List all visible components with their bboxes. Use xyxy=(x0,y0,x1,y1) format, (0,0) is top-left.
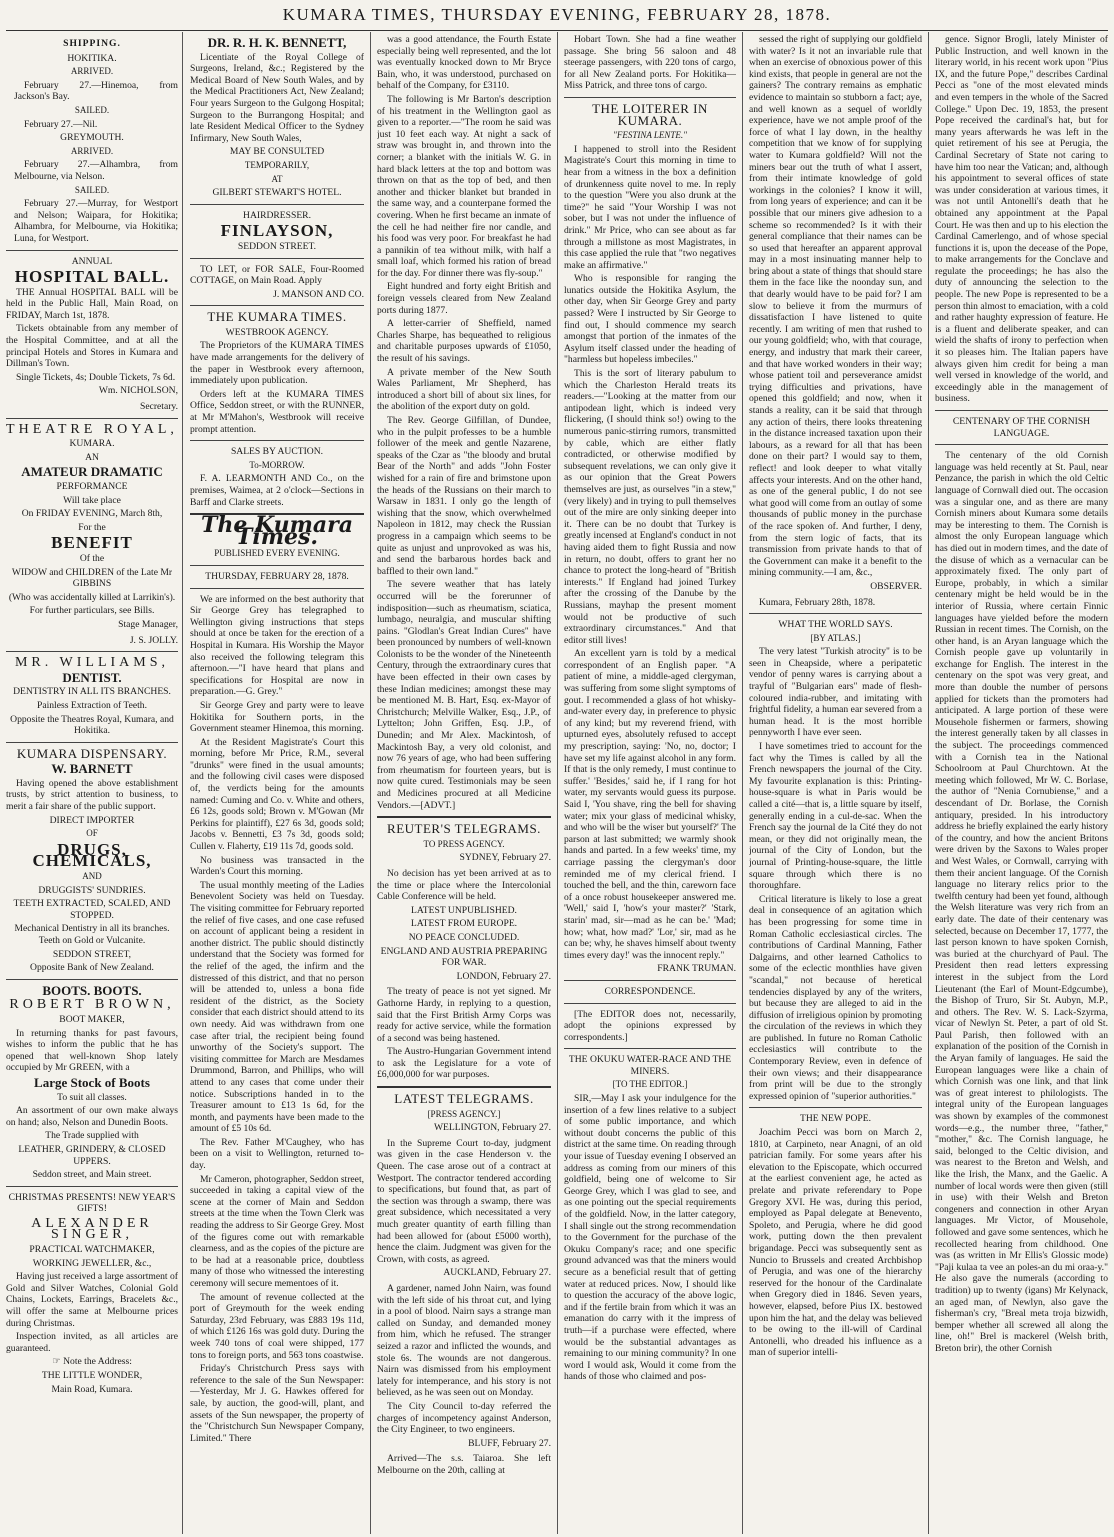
masthead: KUMARA TIMES, THURSDAY EVENING, FEBRUARY 28, 1878. xyxy=(282,5,832,24)
ad-text: DRUGGISTS' SUNDRIES. xyxy=(38,884,146,896)
subhead: [TO THE EDITOR.] xyxy=(612,1079,688,1090)
ad-annual: ANNUAL xyxy=(71,255,113,267)
ad-text: WORKING JEWELLER, &c., xyxy=(32,1257,152,1269)
divider xyxy=(935,410,1108,411)
ad-location: KUMARA. xyxy=(69,438,115,450)
theatre-royal-title: THEATRE ROYAL, xyxy=(6,421,178,437)
divider xyxy=(190,440,364,441)
article-paragraph: This is the sort of literary pabulum to which the Charleston Herald treats its readers.—"Looking at the matter from our antipodean light, which is indeed very flickering, (I should think so!) owing to the numerous panic-stirring rumors, transmitted by cable, which are either flatly contradicted, or otherwise modified by subsequent revelations, we can only give it as our opinion that the Great Powers themselves are just, as ourselves "in a stew," (very likely) and in trying to pull themselves out of the mire are only sinking deeper into it. There can be no doubt that Turkey is greatly incensed at England's conduct in not having aided them to fight Russia and now in return, no doubt, offers to grant her no chance to protect the long-heard of "British interests." If England had joined Turkey after the crossing of the Danube by the Russians, mayhap the present moment would not be productive of such extraordinary circumstances." And that editor still lives! xyxy=(564,368,736,646)
dateline: BLUFF, February 27. xyxy=(468,1437,551,1449)
article-paragraph: The usual monthly meeting of the Ladies Benevolent Society was held on Tuesday. The visiting committee for February reported the relief of five cases, and one case refused on account of applicant being a resident in another district. The public should distinctly understand that the Society was formed for the relief of the aged, the infirm and the distressed of this district, and that no person will be attended to, unless a bona fide resident of the district, as the Society consider that each district should attend to its own needy. Aid was withdrawn from one case after trial, the recipient being found unworthy of the Society's support. The visiting committee for March are Mesdames Drummond, Barron, and Phillips, who will attend to any cases that come under their notice. Subscriptions handed in to the Treasurer amount to £13 1s 6d, for the month, and payments have been made to the amount of £5 10s 6d. xyxy=(190,879,364,1135)
singer-title: ALEXANDER SINGER, xyxy=(31,1215,153,1243)
finlayson-title: FINLAYSON, xyxy=(220,221,334,241)
article-paragraph: I have sometimes tried to account for the fact why the Times is called by all the French newspapers the journal of the City. My favourite explanation is this: Printing-house-square is what in Paris would be called a cité—that is, a little square by itself, generally ending in a cul-de-sac. When the French say the journal de la Cité they do not mean, or they did not originally mean, the journal of the City of London, but the journal of Printing-house-square, the little square through which there is no thoroughfare. xyxy=(749,741,922,892)
signature: J. MANSON AND CO. xyxy=(273,288,364,300)
ad-text: Having opened the above establishment trusts, by strict attention to business, to merit a fair share of the public support. xyxy=(6,777,178,813)
dateline: LONDON, February 27. xyxy=(456,970,551,982)
subhead: TO PRESS AGENCY. xyxy=(423,838,505,849)
divider xyxy=(6,742,178,743)
letter-heading: THE OKUKU WATER-RACE AND THE MINERS. xyxy=(568,1054,732,1077)
article-paragraph: A private member of the New South Wales Parliament, Mr Shepherd, has introduced a short bill of about six lines, for the abolition of the export duty on gold. xyxy=(377,366,551,413)
ad-text: DENTISTRY IN ALL ITS BRANCHES. xyxy=(13,686,171,698)
divider xyxy=(377,1086,551,1088)
signature: Stage Manager, xyxy=(118,618,178,630)
ad-text: ☞ Note the Address: xyxy=(52,1356,132,1368)
ad-text: WESTBROOK AGENCY. xyxy=(225,326,329,338)
dispensary-title: KUMARA DISPENSARY. xyxy=(16,745,168,761)
divider xyxy=(749,613,922,614)
subhead: NO PEACE CONCLUDED. xyxy=(408,931,520,943)
shipping-entry: February 27.—Nil. xyxy=(24,118,98,130)
ad-text: Orders left at the KUMARA TIMES Office, Seddon street, or with the RUNNER, at Mr M'Mahon's, Westbrook will receive prompt attention. xyxy=(190,388,364,435)
ad-text: PERFORMANCE xyxy=(56,481,128,492)
divider xyxy=(749,1107,922,1108)
column-divider xyxy=(928,32,929,1534)
divider xyxy=(190,565,364,566)
ad-text: Inspection invited, as all articles are guaranteed. xyxy=(6,1331,178,1354)
article-paragraph: Arrived—The s.s. Taiaroa. She left Melbourne on the 20th, calling at xyxy=(377,1453,551,1476)
article-paragraph: SIR,—May I ask your indulgence for the insertion of a few lines relative to a subject of some public importance, and which without doubt concerns the public of this district at the same time. On reading through your issue of Tuesday evening I observed an address as coming from our miners of this goldfield, being one of welcome to Sir George Grey, which I was glad to see, and as one pointing out the special requirements of the goldfield. Now, in the latter category, I shall single out the strong recommendation to the Government for the purchase of the Okuku Company's race; and one specific ground advanced was that the miners would secure as a beneficial result that of getting water at reduced prices. Now, I should like to question the accuracy of the above logic, and if the fertile brain from which it was an emanation do carry with it the impress of truth—if a purchase were effected, where would be the substantial advantages as remaining to our mining community? In one word I would ask, Would it come from the hands of those who claimed and pos- xyxy=(564,1093,736,1383)
article-paragraph: Sir George Grey and party were to leave Hokitika for Southern ports, in the Government steamer Hinemoa, this morning. xyxy=(190,699,364,735)
column-3 xyxy=(377,34,551,1534)
column-divider xyxy=(370,32,371,1534)
ad-text: PRACTICAL WATCHMAKER, xyxy=(29,1244,155,1256)
issue-date: THURSDAY, FEBRUARY 28, 1878. xyxy=(205,570,349,582)
ad-text: HAIRDRESSER. xyxy=(243,209,311,221)
divider xyxy=(190,258,364,259)
ad-text: Of the xyxy=(79,552,105,564)
ad-text: TO LET, or FOR SALE, Four-Roomed COTTAGE, on Main Road. Apply xyxy=(190,263,364,287)
boots-title: BOOTS. BOOTS. xyxy=(42,982,142,998)
dentist-title: DENTIST. xyxy=(62,669,122,685)
article-paragraph: gence. Signor Brogli, lately Minister of Public Instruction, and well known in the literary world, in his recent work upon "Pius IX, and the future Pope," describes Cardinal Pecci as "one of the most elevated minds and even tempers in the whole of the Sacred College." Upon Dec. 19, 1853, the present Pope received the cardinal's hat, but for many years afterwards he was left in the quiet retirement of his see at Perugia, the Cardinal Secretary of State not caring to have him too near the Vatican; and, although his appointment to several offices of state was under consideration at various times, it was not until Antonelli's death that he obtained any appointment at the Papal Court. He was then and up to his election the Cardinal Camerlengo, and of whose special functions it is, upon the decease of the Pope, to make arrangements for the Conclave and regulate the proceedings; he has also the duty of announcing the selection to the people. The new Pope is represented to be a person thin almost to emaciation, with a cold and rather haughty expression of feature. He is a fluent and deliberate speaker, and can wield the shafts of irony to perfection when it so pleases him. The Italian papers have always given him credit for being a man well versed in knowledge of the world, and exceedingly able in the management of business. xyxy=(935,34,1108,405)
ad-text: SALES BY AUCTION. xyxy=(230,446,324,458)
ad-text: The Proprietors of the KUMARA TIMES have made arrangements for the delivery of the paper in Westbrook every afternoon, immediately upon publication. xyxy=(190,340,364,387)
world-says-heading: WHAT THE WORLD SAYS. xyxy=(778,619,893,631)
ad-text: Licentiate of the Royal College of Surgeons, Ireland, &c.; Registered by the Medical Board of New South Wales, and by the Medical Practitioners Act, New Zealand; Four years Surgeon to the Gulgong Hospital; Surgeon to the Burrangong Hospital; and late Resident Medical Officer to the Sydney Infirmary, New South Wales, xyxy=(190,51,364,144)
ad-text: TEETH EXTRACTED, SCALED, AND STOPPED. xyxy=(13,898,171,921)
article-paragraph: An excellent yarn is told by a medical correspondent of an English paper. "A patient of mine, a middle-aged clergyman, was suffering from some slight symptoms of gout. I recommended a glass of hot whisky-and-water every day, in preference to physic of any kind; but my reverend friend, with upturned eyes, absolutely refused to accept my prescription, saying: 'No, no, doctor; I have set my life against alcohol in any form. If that is the only remedy, I must continue to suffer.' 'Besides,' said he, if I rang for hot water, my servants would guess its purpose. Said I, 'You shave, ring the bell for shaving water; mix your glass of medicinal whisky, and who will be the wiser but yourself?' The parson at last submitted; we warmly shook hands and parted. In a few weeks' time, my carriage passing the clergyman's door reminded me of my clerical friend. I touched the bell, and the thin, careworn face of a once robust housekeeper answered me. 'Well,' said I, 'how's your master?' 'Stark, starin' mad, sir—mad as he can be.' 'Mad; how; what, how mad?' 'Lor,' sir, mad as he can be; why, he shaves himself about twenty times every day!' was the innocent reply." xyxy=(564,648,736,961)
article-paragraph: We are informed on the best authority that Sir George Grey has telegraphed to Wellington giving instructions that steps should at once be taken for the erection of a Hospital in Kumara. His Worship the Mayor also received the following telegram this afternoon.—"I have heard that plans and specifications for Hospital are now in preparation.—G. Grey." xyxy=(190,593,364,698)
article-paragraph: The following is Mr Barton's description of his treatment in the Wellington gaol as given to a reporter.—"The room he said was just 10 feet each way. At night a sack of straw was brought in, and thrown into the corner; a blanket with the initials W. G. in hard black letters at the top and bottom was thrown on that as the top of bed, and then another and thicker blanket but branded in the same way, and a counterpane formed the covering. When he first became an inmate of the cell he had neither fire nor candle, and his food was very poor. For breakfast he had a pannikin of tea without milk, with half a small loaf, which formed his ration of bread for the day. For dinner there was fly-soup." xyxy=(377,93,551,279)
ad-text: To suit all classes. xyxy=(57,1091,127,1103)
latest-telegrams-heading: LATEST TELEGRAMS. xyxy=(394,1091,534,1107)
subhead: SAILED. xyxy=(74,184,110,195)
published-line: PUBLISHED EVERY EVENING. xyxy=(214,548,340,559)
ad-text: Seddon street, and Main street. xyxy=(32,1169,152,1181)
byline: [BY ATLAS.] xyxy=(810,632,861,643)
williams-title: MR. WILLIAMS, xyxy=(14,655,170,671)
shipping-entry: February 27.—Hinemoa, from Jackson's Bay. xyxy=(14,79,178,103)
subhead: ENGLAND AND AUSTRIA PREPARING FOR WAR. xyxy=(380,945,548,969)
ad-text: Single Tickets, 4s; Double Tickets, 7s 6d. xyxy=(16,371,176,383)
kumara-times-title: THE KUMARA TIMES. xyxy=(207,309,347,325)
ad-text: The Trade supplied with xyxy=(45,1130,139,1142)
amateur-dramatic-title: AMATEUR DRAMATIC xyxy=(21,464,163,480)
article-paragraph: The very latest "Turkish atrocity" is to be seen in Cheapside, where a peripatetic vendor of penny wares is carrying about a trayful of "Bulgarian ears" made of flesh-coloured india-rubber, and imitating with frightful fidelity, a human ear severed from a human head. It is the most horrible pennyworth I have ever seen. xyxy=(749,646,922,739)
ad-text: WIDOW and CHILDREN of the Late Mr GIBBINS xyxy=(11,566,173,590)
subhead: [PRESS AGENCY.] xyxy=(427,1108,501,1119)
article-paragraph: No decision has yet been arrived at as to the time or place where the Intercolonial Cable Conference will be held. xyxy=(377,867,551,903)
article-paragraph: The severe weather that has lately occurred will be the forerunner of indisposition—such as rheumatism, sciatica, lumbago, neuralgia, and muscular shifting pains. "Glodlan's Great Indian Cures" have been pronounced by numbers of well-known Colonists to be the wonder of the Nineteenth Century, through the extraordinary cures that have been effected in their own cases by these Indian medicines; amongst these may be mentioned M. B. Hart, Esq. ex-Mayor of Christchurch; Melville Walker, Esq., J.P., of Lyttelton; John Griffen, Esq. J.P., of Dunedin; and Mr Alex. Mackintosh, of Mackintosh Bay, a very old colonist, and now 76 years of age, who had been suffering from rheumatism for fourteen years, but is now quite cured. Testimonials may be seen and Medicines procured at all Medicine Vendors.—[ADVT.] xyxy=(377,579,551,811)
ad-text: Will take place xyxy=(63,494,121,506)
loiterer-heading: THE LOITERER IN KUMARA. xyxy=(592,100,708,128)
article-paragraph: The Rev. George Gilfillan, of Dundee, who in the pulpit professes to be a humble follower of the meek and gentle Nazarene, speaks of the Czar as "the bloody and brutal Bear of the North" and adds "John Foster wished for a rain of fire and brimstone upon the heads of the Russians on their march to Warsaw in 1831. I only go the length of wishing that the snow, which overwhelmed Napoleon in 1812, may check the Russian progress in a campaign which seems to be quite as unjust and unprovoked as was his, and send the barbarous hordes back and baffled to their own land." xyxy=(377,415,551,577)
ad-text: Tickets obtainable from any member of the Hospital Committee, and at all the principal Hotels and Stores in Kumara and Dillman's Town. xyxy=(6,323,178,370)
ad-text: An assortment of our own make always on hand; also, Nelson and Dunedin Boots. xyxy=(6,1105,178,1128)
subhead: LATEST FROM EUROPE. xyxy=(410,918,518,930)
article-paragraph: sessed the right of supplying our goldfield with water? Is it not an invariable rule that when an exercise of obnoxious power of this kind exists, that people in general are not the gainers? The contrary remains as emphatic evidence to maintain so stubborn a fact; aye, and well known as a sequel of worldly experience, have we not ample proof of the force of what I lay down, in the healthy competition that we know of for supplying water to Kumara goldfield? Will not the miners bear out the truth of what I assert, from their intimate knowledge of gold workings in the colonies? I know it will, from long years of experience; and can it be possible that our miners give adhesion to a scheme so recommended? Is it with their general compliance that their names can be so used that hereafter an apparent approval may in a most insinuating manner help to bring about a state of things that should stare them in the face like the noonday sun, and that dearly would have to be paid for? I am slow to believe it from the murmurs of dissatisfaction I have listened to quite recently. I am writing of men that rushed to our young goldfield; who, with that courage, energy, and industry that mark their career, and that have worked wonders in their way; whose patient toil and perseverance amidst trying difficulties and privations, have opened this goldfield; and now, when it stands a reality, can it be said that through any action of theirs, there looks threatening in the distance increased taxation upon their labours, as a reward for all that has been done on their part? I would say to them, reflect! and look deeper to what vitally affects your interests. And on the other hand, as one of the general public, I do not see what good will come from an outlay of some thousands of public money in the purchase of the race spoken of. And further, I deny, from the stern logic of facts, that its transmission from private hands to that of the Government can make it a benefit to the mining community.—I am, &c., xyxy=(749,34,922,579)
column-divider xyxy=(557,32,558,1534)
drugs-title: DRUGS, CHEMICALS, xyxy=(32,839,152,871)
column-2 xyxy=(190,34,364,1534)
ad-text: To-MORROW. xyxy=(249,459,305,470)
dateline: WELLINGTON, February 27. xyxy=(433,1122,551,1134)
column-4 xyxy=(564,34,736,1534)
ad-text: LEATHER, GRINDERY, & CLOSED UPPERS. xyxy=(18,1143,166,1167)
port-name: HOKITIKA. xyxy=(67,52,117,64)
barnett-title: W. BARNETT xyxy=(51,761,133,777)
subhead: LATEST UNPUBLISHED. xyxy=(411,904,517,916)
article-paragraph: Friday's Christchurch Press says with reference to the sale of the Sun Newspaper:—Yesterday, Mr J. G. Hawkes offered for sale, by auction, the good-will, plant, and assets of the Sun newspaper, the property of the "Christchurch Sun Newspaper Company, Limited." There xyxy=(190,1363,364,1444)
article-paragraph: Who is responsible for ranging the lunatics outside the Hokitika Asylum, the other day, when Sir George Grey and party passed? Were I instructed by Sir George to find out, I should commence my search amongst that portion of the inmates of the Asylum itself classed under the heading of "harmless but hopeless imbeciles." xyxy=(564,273,736,366)
divider xyxy=(564,980,736,981)
article-paragraph: The Rev. Father M'Caughey, who has been on a visit to Wellington, returned to-day. xyxy=(190,1136,364,1172)
divider xyxy=(564,1048,736,1049)
ad-text: AN xyxy=(85,451,99,463)
divider xyxy=(564,97,736,98)
subhead: "FESTINA LENTE." xyxy=(613,130,687,141)
divider xyxy=(6,651,178,652)
ad-text: Opposite Bank of New Zealand. xyxy=(30,962,154,974)
ad-text: THE LITTLE WONDER, xyxy=(41,1370,143,1381)
bennett-title: DR. R. H. K. BENNETT, xyxy=(207,35,347,50)
ad-text: AND xyxy=(82,871,102,882)
divider xyxy=(377,816,551,818)
signature: Wm. NICHOLSON, xyxy=(98,385,178,397)
ad-text: Opposite the Theatres Royal, Kumara, and Hokitika. xyxy=(10,713,174,737)
article-paragraph: The Austro-Hungarian Government intend to ask the Legislature for a vote of £6,000,000 for war purposes. xyxy=(377,1046,551,1081)
divider xyxy=(6,418,178,419)
article-paragraph: The City Council to-day referred the charges of incompetency against Anderson, the City Engineer, to two engineers. xyxy=(377,1400,551,1436)
ad-text: DIRECT IMPORTER xyxy=(49,814,135,826)
ad-text: GILBERT STEWART'S HOTEL. xyxy=(212,187,342,199)
subhead: SAILED. xyxy=(74,104,110,115)
correspondence-heading: CORRESPONDENCE. xyxy=(604,985,696,997)
ad-text: THE Annual HOSPITAL BALL will be held in the Public Hall, Main Road, on FRIDAY, March 1st, 1878. xyxy=(6,286,178,321)
ad-text: OF xyxy=(86,828,98,839)
editor-note: [The EDITOR does not, necessarily, adopt the opinions expressed by correspondents.] xyxy=(564,1008,736,1043)
port-name: GREYMOUTH. xyxy=(60,132,124,144)
article-paragraph: The amount of revenue collected at the port of Greymouth for the week ending Saturday, 23rd February, was £883 19s 11d, of which £126 16s was gold duty. During the week 740 tons of coal were shipped, 177 tons to foreign ports, and 563 tons coastwise. xyxy=(190,1291,364,1361)
ad-text: For further particulars, see Bills. xyxy=(29,605,155,617)
large-stock-title: Large Stock of Boots xyxy=(34,1074,150,1090)
ad-text: SEDDON STREET, xyxy=(52,948,132,960)
ad-text: MAY BE CONSULTED xyxy=(229,146,325,158)
article-paragraph: Hobart Town. She had a fine weather passage. She bring 56 saloon and 48 steerage passengers, with 220 tons of cargo, for all New Zealand ports. For Hokitika—Miss Patrick, and three tons of cargo. xyxy=(564,34,736,92)
article-paragraph: Eight hundred and forty eight British and foreign vessels cleared from New Zealand ports during 1877. xyxy=(377,281,551,316)
divider xyxy=(6,979,178,980)
ad-text: F. A. LEARMONTH AND Co., on the premises, Waimea, at 2 o'clock—Sections in Barff and Clarke streets. xyxy=(190,473,364,508)
article-paragraph: The centenary of the old Cornish language was held recently at St. Paul, near Penzance, the parish in which the old Celtic language of Cornwall died out. The occasion was a singular one, and as there are many Cornish miners about Kumara some details may be interesting to them. The Cornish is almost the only European language which has died out in modern times, and the date of the disuse of which as a vernacular can be approximately fixed. The only part of Europe, probably, in which a similar centenary might be held would be in the interior of Russia, where certain Finnic languages have yielded before the modern Russian in recent times. The Cornish, on the other hand, is an Aryan language which the Cornish people gave up voluntarily in exchange for English. The interest in the centenary on the spot was very great, and more than double the number of persons applied for tickets than the promoters had anticipated. A large portion of these were Mousehole fishermen or farmers, showing the interest generally taken by all classes in the subject. The proceedings commenced with a Cornish tea in the National Schoolroom at Paul Churchtown. At the meeting which followed, Mr W. C. Borlase, the author of "Nenia Cornubiense," and a descendant of Dr. Borlase, the Cornish antiquary, presided. In his introductory address he briefly explained the early history of the country, and how the ancient Britons were driven by the Saxons to Wales proper and West Wales, or Cornwall, carrying with them their ancient language. Of the Cornish language no literary relics prior to the twelfth century had been yet found, although the Welsh literature was very rich from an early date. The date of their centenary was selected, because on December 17, 1777, the last person known to have spoken Cornish, was buried at the churchyard of Paul. The President then read letters expressing interest in the subject from the Lord Lieutenant (the Earl of Mount-Edgcumbe), the Bishop of Truro, Sir St. Aubyn, M.P., and others. The Rev. W. S. Lack-Szyrma, vicar of Newlyn St. Peter, a part of old St. Paul Parish, then followed with an explanation of the position of the Cornish in the Aryan family of languages. He said the European languages were like a chain of which Cornish was one link, and that link was of great interest to philologists. The integral unity of the European languages was shown by examples of the commonest words—e.g., the number three, "father," "mother," &c. The Cornish language, he said, belonged to the Celtic division, and was nearest to the Breton and Welsh, and like the Irish, the Manx, and the Gaelic. A number of local words were then given (still in use) with their Welsh and Breton congeners and connection in other Aryan languages. Mr Victor, of Mousehole, followed and gave some sentences, which he recollected hearing from childhood. One was (as written in Mr Ellis's Glossic mode) "Paji kulaa ta vee an poles-an du mi oraa-y." He also gave the numerals (according to tradition) up to twenty (igans) Mr Kelynack, an aged man, of Newlyn, also gave the fisherman's cry, "Breal meta troja bizwidh, bemper whether all screwed all along the line, oh!" Brel is mackerel (Welsh brith, Breton brir), the other Cornish xyxy=(935,450,1108,1354)
ad-text: Main Road, Kumara. xyxy=(51,1383,133,1395)
centenary-heading: CENTENARY OF THE CORNISH LANGUAGE. xyxy=(952,416,1091,439)
article-paragraph: No business was transacted in the Warden's Court this morning. xyxy=(190,854,364,878)
top-rule xyxy=(6,30,1108,31)
subhead: ARRIVED. xyxy=(70,145,114,156)
ad-text: In returning thanks for past favours, wishes to inform the public that he has opened that well-known Shop lately occupied by Mr GREEN, with a xyxy=(6,1027,178,1074)
ad-text: On FRIDAY EVENING, March 8th, xyxy=(21,508,163,520)
ad-text: CHRISTMAS PRESENTS! NEW YEAR'S GIFTS! xyxy=(8,1191,176,1215)
shipping-heading: SHIPPING. xyxy=(63,38,121,49)
column-5 xyxy=(749,34,922,1534)
article-paragraph: was a good attendance, the Fourth Estate especially being well represented, and the lot was eventually knocked down to Mr Bryce Bain, who, it was understood, purchased on behalf of the Company, for £3110. xyxy=(377,34,551,92)
ad-text: BOOT MAKER, xyxy=(59,1013,125,1025)
shipping-entry: February 27.—Alhambra, from Melbourne, via Nelson. xyxy=(14,159,178,182)
divider xyxy=(6,1186,178,1187)
column-6 xyxy=(935,34,1108,1534)
signature: FRANK TRUMAN. xyxy=(657,963,736,975)
divider xyxy=(190,305,364,306)
subhead: ARRIVED. xyxy=(70,66,114,77)
article-paragraph: At the Resident Magistrate's Court this morning, before Mr Price, R.M., several "drunks" were fined in the usual amounts; and the following civil cases were disposed of, the verdicts being for the amounts named: Cuming and Co. v. White and others, £6 12s, goods sold; Brown v. M'Gowan (Mr Perkins for plaintiff), £27 6s 3d, goods sold; Jacobs v. Bennetti, £3 7s 3d, goods sold; Cullen v. Flaherty, £19 11s 7d, goods sold. xyxy=(190,736,364,853)
robert-brown-title: ROBERT BROWN, xyxy=(9,997,175,1013)
article-paragraph: Joachim Pecci was born on March 2, 1810, at Carpineto, near Anagni, of an old patrician family. For some years after his elevation to the Episcopate, which occurred at the earliest convenient age, he acted as prelate and private referendary to Pope Gregory XVI. He was, during this period, employed as Papal delegate at Benevento, Spoleto, and Perugia, where he did good work, putting down the then prevalent brigandage. Pecci was subsequently sent as Nuncio to Brussels and created Archbishop of Perugia, and was one of the hierarchy reserved for the honour of the Cardinalate when Gregory died in 1846. Seven years, however, elapsed, before Pius IX. bestowed upon him the hat, and the delay was believed to be owing to the ill-will of Cardinal Antonelli, who dreaded his influence as a man of superior intelli- xyxy=(749,1127,922,1359)
ad-text: Mechanical Dentistry in all its branches. Teeth on Gold or Vulcanite. xyxy=(14,923,170,946)
newspaper-title: The Kumara Times. xyxy=(200,512,354,550)
ad-text: (Who was accidentally killed at Larrikin's). xyxy=(8,591,176,603)
divider xyxy=(564,1003,736,1004)
dateline: AUCKLAND, February 27. xyxy=(443,1267,551,1279)
article-paragraph: The treaty of peace is not yet signed. Mr Gathorne Hardy, in replying to a question, said that the First British Army Corps was ready for active service, while the formation of a second was being hastened. xyxy=(377,986,551,1044)
divider xyxy=(935,444,1108,445)
divider xyxy=(6,250,178,251)
signature: Secretary. xyxy=(140,401,178,413)
article-paragraph: A gardener, named John Nairn, was found with the left side of his throat cut, and lying in a pool of blood. Nairn says a strange man called on Sunday, and demanded money from him, which he refused. The stranger seized a razor and inflicted the wounds, and stole 6s. The wounds are not dangerous. Nairn was dismissed from his employment lately for intemperance, and his story is not believed, as he was seen out on Monday. xyxy=(377,1282,551,1399)
article-paragraph: Critical literature is likely to lose a great deal in consequence of an agitation which has been progressing for some time in Roman Catholic ecclesiastical circles. The contributions of Cardinal Manning, Father Dalgairns, and other learned Catholics to some of the eclectic monthlies have given "scandal," not because of heretical tendencies displayed by any of the writers, but because they are alleged to aid in the diffusion of irreligious opinion by promoting the circulation of the reviews in which they are published. In future no Roman Catholic ecclesiastics will contribute to the Contemporary Review, even in defence of their own views; and their disappearance from print will be due to the strongly expressed opinion of "superior authorities." xyxy=(749,893,922,1102)
ad-text: Having just received a large assortment of Gold and Silver Watches, Colonial Gold Chains, Lockets, Earrings, Bracelets &c., will offer the same at Melbourne prices during Christmas. xyxy=(6,1271,178,1329)
hospital-ball-title: HOSPITAL BALL. xyxy=(14,267,170,287)
column-divider xyxy=(182,32,183,1534)
article-paragraph: In the Supreme Court to-day, judgment was given in the case Henderson v. the Queen. The case arose out of a contract at Westport. The contractor tendered according to specifications, but found that, as part of the section was through a swamp, there was great subsidence, which necessitated a very much greater quantity of earth filling than had been allowed for (about £5000 worth), hence the claim. Judgment was given for the Crown, with costs, as agreed. xyxy=(377,1137,551,1265)
ad-text: For the xyxy=(78,521,106,533)
column-1 xyxy=(6,34,178,1534)
signature: OBSERVER. xyxy=(870,580,922,592)
divider xyxy=(190,588,364,589)
ad-text: TEMPORARILY, xyxy=(244,159,310,170)
reuters-heading: REUTER'S TELEGRAMS. xyxy=(387,821,541,837)
article-paragraph: I happened to stroll into the Resident Magistrate's Court this morning in time to hear from a witness in the box a definition of drunkenness quite novel to me. In reply to the question "Were you also drunk at the time?" he said "Your Worship I was not sober, but I was not under the influence of drink." Mr Price, who can see about as far through a millstone as most Magistrates, in this case applied the rule that "two negatives make an affirmative." xyxy=(564,143,736,271)
ad-text: AT xyxy=(271,173,283,184)
dateline: SYDNEY, February 27. xyxy=(459,852,551,864)
article-paragraph: A letter-carrier of Sheffield, named Charles Sharpe, has bequeathed to religious and charitable purposes upwards of £1050, the result of his savings. xyxy=(377,318,551,365)
benefit-title: BENEFIT xyxy=(51,533,133,553)
signature: J. S. JOLLY. xyxy=(129,634,178,646)
shipping-entry: February 27.—Murray, for Westport and Nelson; Waipara, for Hokitika; Alhambra, for Melbourne, via Hokitika; Luna, for Westport. xyxy=(14,198,178,244)
ad-text: SEDDON STREET. xyxy=(237,240,317,252)
article-paragraph: Mr Cameron, photographer, Seddon street, succeeded in taking a capital view of the scene at the corner of Main and Seddon streets at the time when the Town Clerk was reading the address to Sir George Grey. Most of the figures come out with remarkable clearness, and as the copies of the picture are to be had at a reasonable price, doubtless many of those who witnessed the interesting ceremony will secure mementoes of it. xyxy=(190,1173,364,1289)
new-pope-heading: THE NEW POPE. xyxy=(800,1113,871,1125)
divider xyxy=(190,204,364,205)
ad-text: Painless Extraction of Teeth. xyxy=(37,699,147,711)
dateline: Kumara, February 28th, 1878. xyxy=(759,596,876,608)
column-divider xyxy=(742,32,743,1534)
